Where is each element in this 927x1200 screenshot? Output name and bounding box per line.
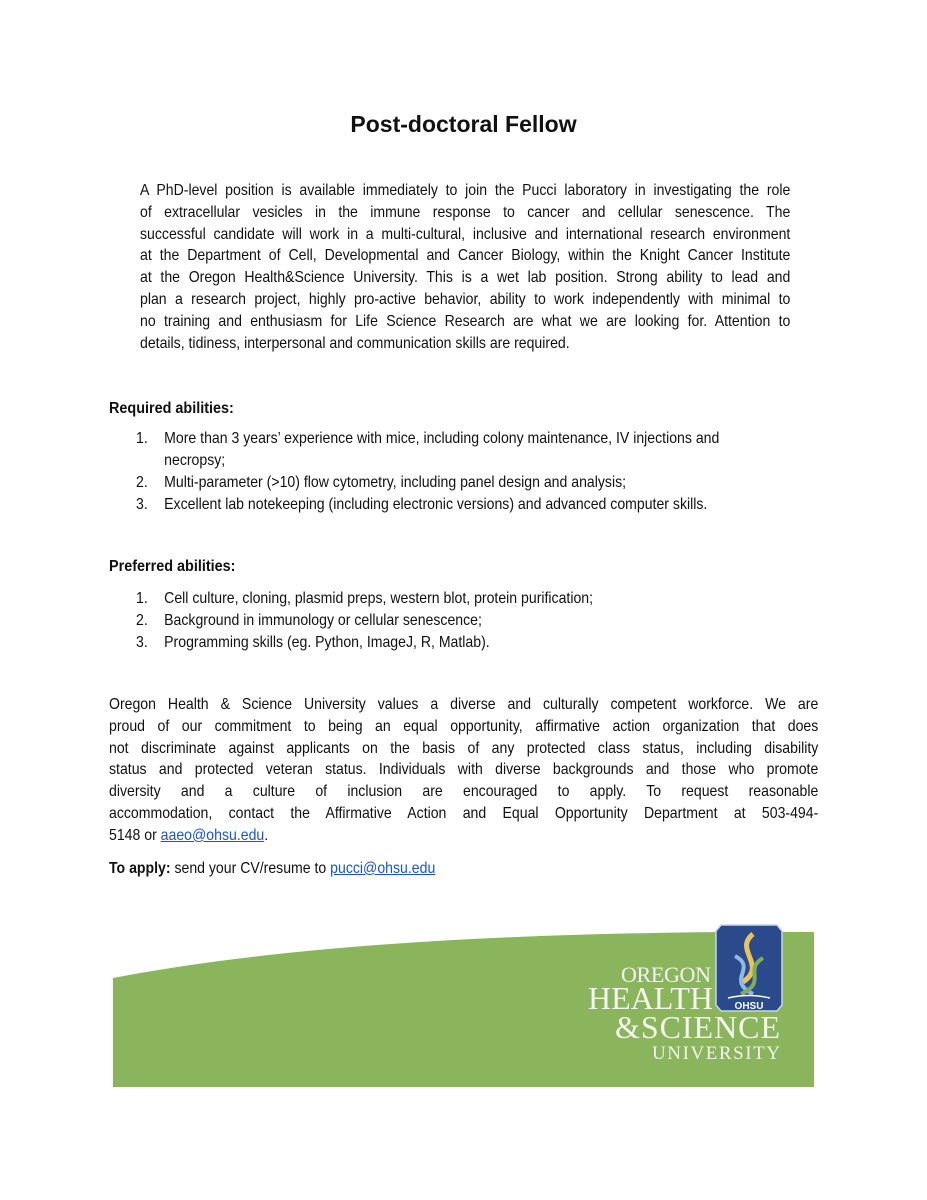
list-text: Cell culture, cloning, plasmid preps, western blot, protein purification; — [164, 590, 594, 607]
list-item — [136, 428, 719, 472]
list-text: Programming skills (eg. Python, ImageJ, R, Matlab). — [164, 634, 490, 651]
apply-label: To apply: — [109, 860, 171, 877]
intro-line: details, tidiness, interpersonal and communication skills are required. — [140, 334, 570, 352]
list-item — [136, 472, 626, 494]
eeo-paragraph — [109, 694, 818, 847]
eeo-line: Oregon Health & Science University values a diverse and culturally competent workforce. We are — [109, 696, 819, 713]
list-text: More than 3 years’ experience with mice, including colony maintenance, IV injections and — [164, 430, 720, 447]
required-heading: Required abilities: — [109, 400, 234, 417]
logo-oregon: OREGON — [621, 962, 711, 987]
intro-line: of extracellular vesicles in the immune response to cancer and cellular senescence. The — [140, 203, 791, 221]
logo-university: UNIVERSITY — [652, 1043, 780, 1064]
pucci-email-link[interactable]: pucci@ohsu.edu — [330, 860, 436, 877]
eeo-line: proud of our commitment to being an equal opportunity, affirmative action organization that does — [109, 717, 819, 735]
list-number: 3. — [136, 496, 148, 513]
eeo-prefix: 5148 or — [109, 826, 161, 844]
intro-line: no training and enthusiasm for Life Science Research are what we are looking for. Attention to — [140, 312, 791, 330]
logo-health: HEALTH — [588, 980, 713, 1016]
aaeo-email-link[interactable]: aaeo@ohsu.edu — [160, 826, 265, 844]
list-item — [136, 632, 490, 654]
list-item — [136, 588, 593, 610]
apply-line — [109, 858, 637, 880]
ohsu-badge: OHSU — [734, 1001, 764, 1012]
list-number: 2. — [136, 474, 148, 491]
preferred-heading: Preferred abilities: — [109, 558, 236, 575]
intro-line: plan a research project, highly pro-active behavior, ability to work independently with minimal to — [140, 290, 791, 308]
intro-line: successful candidate will work in a multi-cultural, inclusive and international research environment — [140, 225, 791, 243]
list-number: 1. — [136, 430, 148, 447]
eeo-line: not discriminate against applicants on the basis of any protected class status, including disability — [109, 739, 819, 757]
eeo-line: status and protected veteran status. Individuals with diverse backgrounds and those who promote — [109, 761, 819, 779]
page-title: Post-doctoral Fellow — [350, 111, 577, 137]
ohsu-shield-icon — [716, 925, 782, 1011]
eeo-suffix: . — [264, 826, 269, 844]
intro-line: at the Oregon Health&Science University. This is a wet lab position. Strong ability to lead and — [140, 269, 791, 287]
logo-science: &SCIENCE — [615, 1009, 780, 1045]
intro-line: at the Department of Cell, Developmental and Cancer Biology, within the Knight Cancer Institute — [140, 247, 791, 265]
list-number: 1. — [136, 590, 148, 607]
list-item — [136, 494, 707, 516]
list-number: 3. — [136, 634, 148, 651]
intro-paragraph — [140, 180, 790, 354]
eeo-line — [109, 825, 818, 847]
list-text: Multi-parameter (>10) flow cytometry, including panel design and analysis; — [164, 474, 627, 491]
intro-line: A PhD-level position is available immediately to join the Pucci laboratory in investigating the role — [140, 182, 791, 199]
eeo-line: diversity and a culture of inclusion are encouraged to apply. To request reasonable — [109, 783, 819, 801]
eeo-line: accommodation, contact the Affirmative Action and Equal Opportunity Department at 503-494- — [109, 804, 819, 822]
list-number: 2. — [136, 612, 148, 629]
list-item — [136, 610, 482, 632]
ohsu-banner — [113, 920, 814, 1088]
list-text: Excellent lab notekeeping (including electronic versions) and advanced computer skills. — [164, 496, 708, 513]
list-text: Background in immunology or cellular senescence; — [164, 612, 482, 629]
list-text-cont: necropsy; — [164, 451, 226, 469]
apply-text: send your CV/resume to — [170, 860, 331, 877]
